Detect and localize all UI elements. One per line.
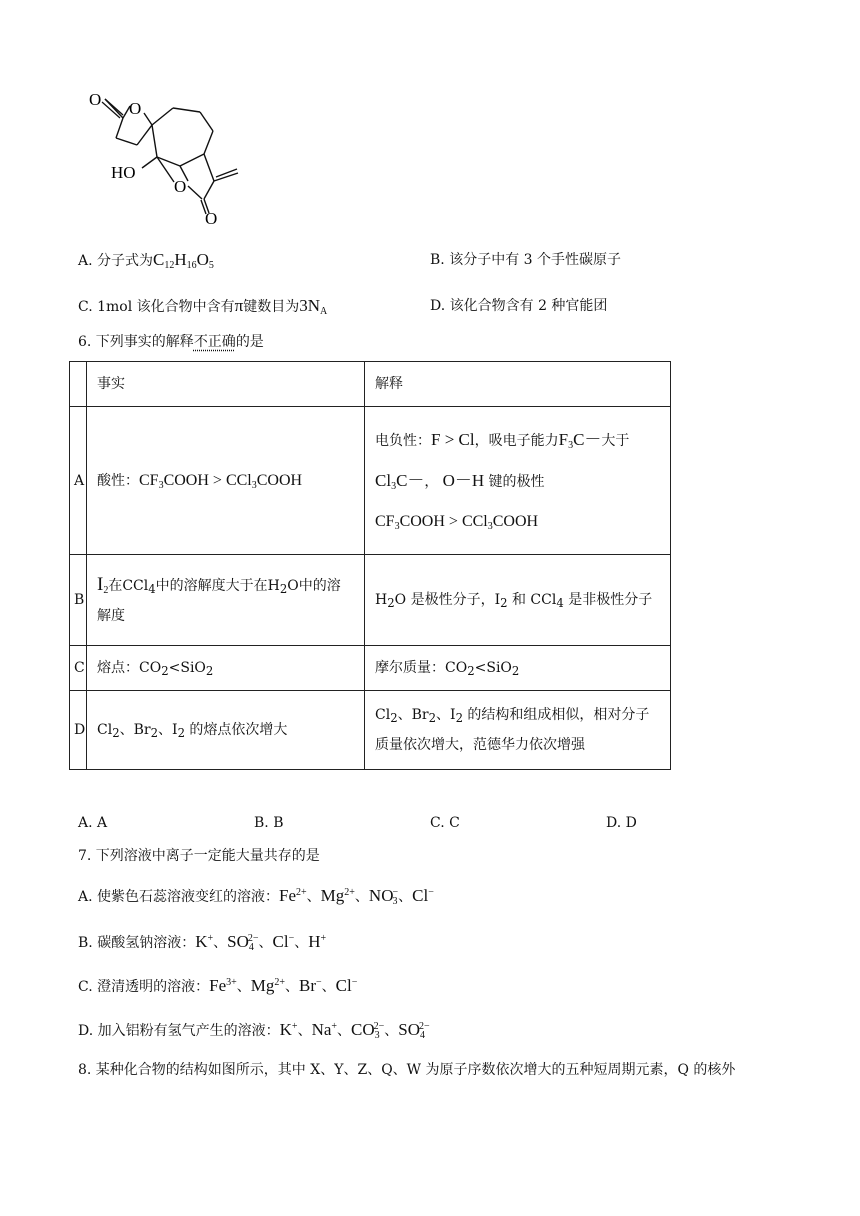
header-fact: 事实 bbox=[87, 362, 365, 407]
explanation-c: 摩尔质量：$CO_2<SiO_2$ bbox=[365, 646, 671, 691]
table-row: C 熔点：$CO_2<SiO_2$ 摩尔质量：$CO_2<SiO_2$ bbox=[70, 646, 671, 691]
q7-option-d[interactable]: D. 加入铝粉有氢气产生的溶液：K+、Na+、$CO_3^{2-}$、$SO_4^{2-}$ bbox=[78, 1020, 430, 1041]
q8-title: 8. 某种化合物的结构如图所示，其中 X、Y、Z、Q、W 为原子序数依次增大的五种短周期元素，Q 的核外 bbox=[78, 1062, 736, 1078]
atom-ho: HO bbox=[111, 163, 136, 182]
q7-option-c[interactable]: C. 澄清透明的溶液：$Fe^{3+}$、$Mg^{2+}$、Br−、Cl− bbox=[78, 976, 358, 995]
q7-option-b[interactable]: B. 碳酸氢钠溶液：K+、$SO_4^{2-}$、Cl−、H+ bbox=[78, 932, 327, 953]
formula-c12h16o5: $C_{12}H_{16}O_5$ bbox=[153, 250, 214, 271]
q6-option-d[interactable]: D. D bbox=[606, 815, 637, 831]
q6-title: 6. 下列事实的解释不正确的是 bbox=[78, 334, 264, 350]
fact-c: 熔点：$CO_2<SiO_2$ bbox=[87, 646, 365, 691]
q5-option-a[interactable]: A. 分子式为$C_{12}H_{16}O_5$ bbox=[78, 250, 214, 271]
q7-title: 7. 下列溶液中离子一定能大量共存的是 bbox=[78, 848, 320, 864]
table-header-row bbox=[70, 362, 671, 407]
explanation-a: 电负性：F > Cl，吸电子能力$F_3C-$大于 $Cl_3C-$， O－H 键的极性 $CF_3COOH$ > CCl$_3$COOH bbox=[365, 407, 671, 555]
fact-b: $I_2$在CCl$_4$中的溶解度大于在$H_2O$中的溶 解度 bbox=[87, 555, 365, 646]
q6-option-a[interactable]: A. A bbox=[78, 815, 108, 831]
q6-option-c[interactable]: C. C bbox=[430, 815, 460, 831]
fact-d: $Cl_2$、$Br_2$、$I_2$ 的熔点依次增大 bbox=[87, 691, 365, 770]
q5-option-d[interactable]: D. 该化合物含有 2 种官能团 bbox=[430, 298, 608, 314]
atom-o: O bbox=[205, 209, 218, 228]
explanation-d: $Cl_2$、$Br_2$、$I_2$ 的结构和组成相似，相对分子 质量依次增大，范德华力依次增强 bbox=[365, 691, 671, 770]
q7-option-a[interactable]: A. 使紫色石蕊溶液变红的溶液：$Fe^{2+}$、$Mg^{2+}$、$NO_3^-$、Cl− bbox=[78, 886, 434, 907]
table-row: A 酸性：$CF_3COOH$ > CCl$_3$COOH 电负性：F > Cl，吸电子能力$F_3C-$大于 $Cl_3C-$， O－H 键的极性 $CF_3COOH$ > CCl$_3$COOH bbox=[70, 407, 671, 555]
table-row: D $Cl_2$、$Br_2$、$I_2$ 的熔点依次增大 $Cl_2$、$Br_2$、$I_2$ 的结构和组成相似，相对分子 质量依次增大，范德华力依次增强 bbox=[70, 691, 671, 770]
fact-a: 酸性：$CF_3COOH$ > CCl$_3$COOH bbox=[87, 407, 365, 555]
atom-o: O bbox=[89, 90, 102, 109]
molecule-structure bbox=[80, 78, 260, 233]
table-row: B $I_2$在CCl$_4$中的溶解度大于在$H_2O$中的溶 解度 $H_2O$ 是极性分子，$I_2$ 和 CCl$_4$ 是非极性分子 bbox=[70, 555, 671, 646]
q6-option-b[interactable]: B. B bbox=[254, 815, 284, 831]
explanation-b: $H_2O$ 是极性分子，$I_2$ 和 CCl$_4$ 是非极性分子 bbox=[365, 555, 671, 646]
atom-o: O bbox=[129, 99, 142, 118]
atom-o: O bbox=[174, 177, 187, 196]
header-explanation: 解释 bbox=[365, 362, 671, 407]
q5-option-b[interactable]: B. 该分子中有 3 个手性碳原子 bbox=[430, 252, 621, 268]
q5-option-c[interactable]: C. 1mol 该化合物中含有π键数目为$3N_A$ bbox=[78, 296, 328, 317]
q6-table bbox=[69, 361, 671, 770]
